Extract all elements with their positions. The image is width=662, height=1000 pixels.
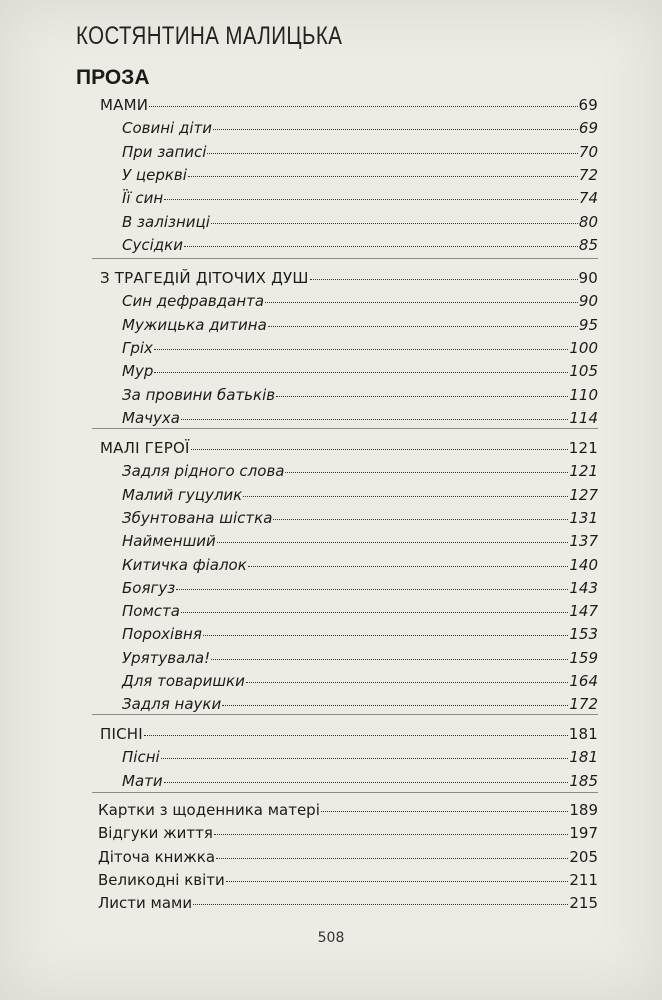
entry-title: Мати (122, 771, 163, 790)
entry-title: МАМИ (100, 96, 149, 114)
entry-title: Урятувала! (122, 648, 211, 667)
entry-page: 185 (569, 771, 598, 790)
entry-page: 90 (578, 269, 598, 287)
entry-title: В залізниці (122, 212, 210, 231)
entry-title: Мужицька дитина (122, 315, 267, 334)
dot-leader (276, 396, 568, 397)
section-divider (92, 258, 598, 259)
dot-leader (213, 129, 578, 130)
entry-title: Гріх (122, 338, 153, 357)
dot-leader (207, 153, 577, 154)
section-divider (92, 428, 598, 429)
dot-leader (243, 496, 568, 497)
dot-leader (149, 106, 577, 107)
entry-title: Відгуки життя (98, 824, 213, 843)
entry-title: Діточа книжка (98, 847, 216, 866)
dot-leader (176, 589, 568, 590)
toc-entry (122, 235, 598, 255)
entry-page: 140 (569, 555, 598, 574)
toc-entry (122, 338, 598, 358)
entry-page: 197 (569, 824, 598, 843)
dot-leader (191, 449, 568, 450)
dot-leader (193, 904, 568, 905)
entry-title: Мачуха (122, 408, 180, 427)
entry-page: 127 (569, 485, 598, 504)
dot-leader (161, 758, 569, 759)
entry-title: Найменший (122, 532, 216, 551)
dot-leader (144, 735, 568, 736)
entry-page: 69 (578, 119, 598, 138)
toc-entry (122, 671, 598, 691)
entry-title: Картки з щоденника матері (98, 801, 320, 819)
section-divider (92, 792, 598, 793)
toc-entry (122, 601, 598, 621)
entry-title: Пісні (122, 748, 160, 767)
dot-leader (321, 811, 568, 812)
entry-title: Порохівня (122, 625, 202, 644)
dot-leader (222, 705, 568, 706)
dot-leader (154, 349, 568, 350)
toc-group-heading (100, 724, 598, 744)
toc-entry (122, 771, 598, 791)
entry-title: Задля рідного слова (122, 462, 285, 481)
entry-title: Сусідки (122, 235, 183, 254)
toc-entry (122, 212, 598, 232)
toc-standalone-entry (98, 893, 598, 913)
entry-title: Помста (122, 602, 180, 621)
entry-title: Листи мами (98, 894, 193, 913)
toc-entry (122, 385, 598, 405)
dot-leader (164, 199, 578, 200)
dot-leader (248, 566, 569, 567)
dot-leader (217, 542, 569, 543)
entry-title: Збунтована шістка (122, 508, 273, 527)
entry-page: 181 (569, 748, 598, 767)
toc-standalone-entry (98, 870, 598, 890)
dot-leader (285, 472, 568, 473)
toc-entry (122, 361, 598, 381)
dot-leader (226, 881, 569, 882)
toc-entry (122, 508, 598, 528)
toc-standalone-entry (98, 800, 598, 820)
dot-leader (268, 326, 578, 327)
toc-entry (122, 747, 598, 767)
entry-title: Задля науки (122, 695, 222, 714)
toc-entry (122, 578, 598, 598)
entry-page: 172 (569, 695, 598, 714)
toc-entry (122, 408, 598, 428)
author-name: КОСТЯНТИНА МАЛИЦЬКА (76, 22, 343, 50)
entry-title: Боягуз (122, 578, 176, 597)
entry-page: 114 (569, 408, 598, 427)
entry-page: 131 (569, 508, 598, 527)
toc-entry (122, 648, 598, 668)
entry-title: За провини батьків (122, 385, 276, 404)
dot-leader (184, 246, 578, 247)
entry-page: 143 (569, 578, 598, 597)
entry-title: Мур (122, 362, 154, 381)
dot-leader (181, 419, 568, 420)
entry-page: 205 (569, 847, 598, 866)
entry-page: 95 (578, 315, 598, 334)
toc-entry (122, 291, 598, 311)
entry-title: Совині діти (122, 119, 213, 138)
entry-page: 189 (569, 801, 598, 819)
entry-page: 137 (569, 532, 598, 551)
entry-page: 100 (569, 338, 598, 357)
entry-title: Її син (122, 189, 164, 208)
dot-leader (211, 659, 568, 660)
entry-page: 147 (569, 602, 598, 621)
toc-entry (122, 118, 598, 138)
section-divider (92, 714, 598, 715)
toc-standalone-entry (98, 823, 598, 843)
dot-leader (188, 176, 578, 177)
entry-title: Для товаришки (122, 672, 245, 690)
toc-group-heading (100, 438, 598, 458)
dot-leader (214, 834, 568, 835)
entry-page: 72 (578, 165, 598, 184)
dot-leader (164, 782, 569, 783)
entry-page: 159 (569, 648, 598, 667)
entry-page: 80 (578, 212, 598, 231)
entry-title: При записі (122, 142, 207, 161)
toc-entry (122, 142, 598, 162)
toc-group-heading (100, 95, 598, 115)
section-heading: ПРОЗА (76, 66, 150, 89)
toc-entry (122, 531, 598, 551)
entry-page: 69 (578, 96, 598, 114)
toc-entry (122, 461, 598, 481)
entry-page: 121 (568, 439, 598, 457)
toc-entry (122, 694, 598, 714)
toc-entry (122, 315, 598, 335)
entry-title: ПІСНІ (100, 725, 143, 743)
toc-entry (122, 555, 598, 575)
toc-entry (122, 188, 598, 208)
entry-title: У церкві (122, 165, 187, 184)
entry-title: З ТРАГЕДІЙ ДІТОЧИХ ДУШ (100, 269, 309, 287)
entry-title: Син дефравданта (122, 292, 265, 311)
entry-page: 181 (568, 725, 598, 743)
dot-leader (211, 223, 578, 224)
toc-entry (122, 624, 598, 644)
dot-leader (246, 682, 569, 683)
dot-leader (181, 612, 568, 613)
entry-page: 153 (569, 625, 598, 644)
entry-page: 105 (569, 362, 598, 381)
entry-page: 215 (569, 894, 598, 913)
entry-page: 121 (569, 462, 598, 481)
dot-leader (216, 858, 568, 859)
dot-leader (310, 279, 578, 280)
dot-leader (154, 372, 568, 373)
entry-title: Китичка фіалок (122, 555, 247, 574)
entry-page: 74 (578, 189, 598, 208)
entry-page: 110 (569, 385, 598, 404)
entry-title: Малий гуцулик (122, 485, 243, 504)
toc-entry (122, 485, 598, 505)
page-number: 508 (317, 930, 345, 946)
entry-title: МАЛІ ГЕРОЇ (100, 439, 190, 457)
dot-leader (273, 519, 568, 520)
entry-page: 70 (578, 142, 598, 161)
entry-page: 90 (578, 292, 598, 311)
dot-leader (203, 635, 568, 636)
entry-page: 85 (578, 235, 598, 254)
toc-group-heading (100, 268, 598, 288)
entry-page: 211 (569, 870, 598, 889)
entry-page: 164 (569, 672, 598, 690)
entry-title: Великодні квіти (98, 870, 225, 889)
toc-standalone-entry (98, 847, 598, 867)
dot-leader (265, 302, 578, 303)
toc-entry (122, 165, 598, 185)
